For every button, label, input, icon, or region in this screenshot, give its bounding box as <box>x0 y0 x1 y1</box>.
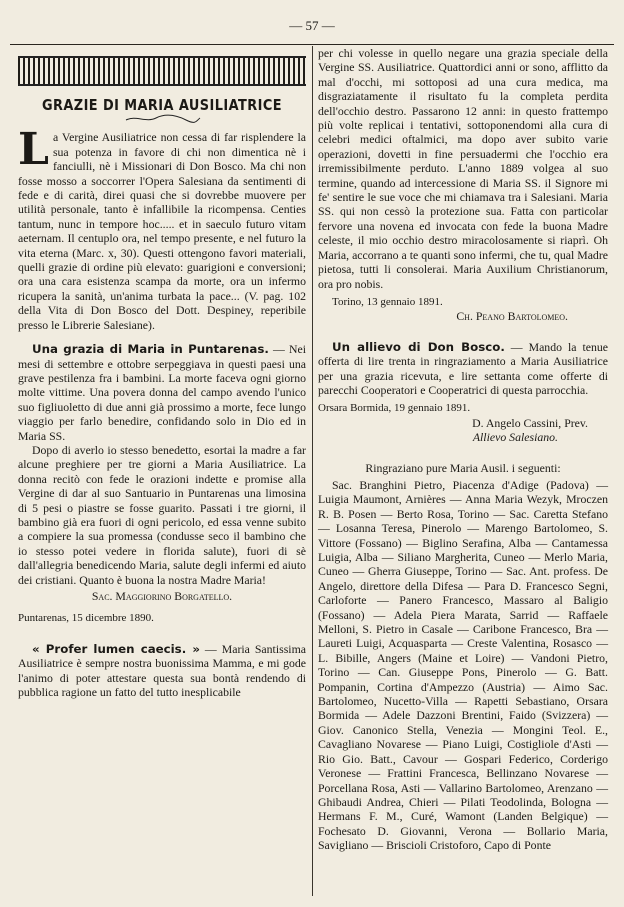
thanks-list: Sac. Branghini Pietro, Piacenza d'Adige (Padova) — Luigia Maumont, Arnières — Anna Maria Wezyk, Mroczen R. B. Posen — Berto Rosa, Torino — Sac. Caretta Stefano — Losanna Teresa, Pinerolo — Marengo Bartolomeo, S. Vittore (Fossano) — Biglino Serafina, Alba — Cantamessa Luigia, Alba — Siliano Margherita, Cuneo — Merlo Maria, Cuneo — Gherra Giuseppe, Torino — Sac. Ant. profess. De Angelo, direttore della Difesa — Para D. Francesco Segni, Carloforte — Panero Francesco, Massaro al Baligio (Fossano) — Adela Piera Marata, Sarrid — Raffaele Melloni, S. Pietro in Casale — Caribone Francesco, Bra — Laureti Luigi, Acquasparta — Creste Valentina, Rosasco — L. Bibille, Angers (Maine et Loire) — Vandoni Pietro, Torino — Can. Giuseppe Pons, Pinerolo — G. Batt. Pompanin, Cortina d'Ampezzo (Austria) — Aimo Sac. Bartolomeo, Nucetto-Villa — Rapetti Sebastiano, Orsara Bormida — Adele Dazzoni Brentini, Faido (Svizzera) — Giov. Canonico Stella, Venezia — Mongini Teol. E., Cavagliano Novarese — Piano Luigi, Costigliole d'Asti — Rio Gio. Batt., Cavour — Gospari Federico, Corderigo Veronese — Frattini Francesca, Bellinzano Novarese — Porcellana Rosa, Asti — Vallarino Bartolomeo, Arenzano — Ghibaudi Andrea, Chieri — Pilati Teodolinda, Bologna — Hermans F. M., Curé, Wamont (Landen Belgique) — Fochesato D. Giovanni, Verona — Bollario Maria, Savigliano — Briscioli Cristoforo, Capo di Ponte <box>318 477 608 853</box>
signature-cassini-role: Allievo Salesiano. <box>472 430 558 445</box>
profer-paragraph <box>18 642 306 700</box>
signature-cassini: D. Angelo Cassini, Prev. <box>472 415 588 430</box>
signature-borgatello: Sac. Maggiorino Borgatello. <box>91 589 233 603</box>
left-column <box>18 46 306 699</box>
profer-text: — Maria Santissima Ausiliatrice è sempre nostra buonissima Mamma, e mi gode l'animo di poter attestare questa sua bontà rendendo di pubblica ragione un fatto del tutto inesplicabile <box>18 641 306 700</box>
section-heading: GRAZIE DI MARIA AUSILIATRICE <box>41 96 282 114</box>
right-column <box>318 46 608 853</box>
puntarenas-paragraph-2: Dopo di averlo io stesso benedetto, esortai la madre a far alcune preghiere per tre giorni a Maria Ausiliatrice. La donna recitò con fede le orazioni indette e promise alla Vergine di dar al suo Santuario in Puntarenas una limosina di 5 pesi o piastre se fosse guarito. Passati i tre giorni, il bambino già era fuori di ogni pericolo, ed essa venne subito a compiere la sua promessa (condusse seco il bambino che io stesso potei vedere in florida salute), fuori di sè dall'allegria benedicendo Maria, salute degli infermi ed aiuto dei cristiani. Quanto è buona la nostra Madre Maria! <box>18 442 306 587</box>
column-rule <box>312 46 313 896</box>
continuation-paragraph: per chi volesse in quello negare una grazia speciale della Vergine SS. Ausiliatrice. Quattordici anni or sono, afflitto da mal d'occhi, mi sottoposi ad una cura medica, ma disgraziatamente il risultato fu la completa perdita dell'occhio destro. Passarono 12 anni: in questo frattempo più volte replicai i tentativi, sottoponendomi alla cura di celebri medici oftalmici, ma dopo aver subito varie operazioni, dovetti in fine persuadermi che l'occhio era irremissibilmente perduto. L'anno 1889 volgea al suo termine, quando ad intercessione di Maria SS. il Signore mi fe' sentire le sue voce che mi chiamava tra i Salesiani. Maria SS. qui non cessò la protezione sua. Fatta con particolar fervore una novena ed invocata con fede la buona Madre celeste, il mio occhio destro miracolosamente si riaprì. Oh Maria, accorrano a te quanti sono infermi, che tu, qual Madre pietosa, tutti li consolerai. Maria Auxilium Christianorum, ora pro nobis. <box>318 46 608 291</box>
ornament-band <box>18 56 306 86</box>
allievo-paragraph <box>318 340 608 398</box>
puntarenas-text-1: — Nei mesi di settembre e ottobre serpeggiava in questi paesi una grave pestilenza fra i bambini. La morte faceva ogni giorno molte vittime. Una povera donna del campo avendo l'unico suo figliuoletto di due anni già prossimo a morte, fece lungo viaggio per farlo benedire, confidando solo in Dio ed in Maria SS. <box>18 342 306 443</box>
drop-cap: L <box>18 124 49 176</box>
page-number: — 57 — <box>289 18 335 33</box>
spacer <box>318 324 608 340</box>
thanks-heading: Ringraziano pure Maria Ausil. i seguenti: <box>365 460 561 475</box>
spacer <box>18 332 306 342</box>
intro-text: a Vergine Ausiliatrice non cessa di far risplendere la sua potenza in favore di chi non dimentica nè i fanciulli, nè i Missionari di Don Bosco. Ma chi non fosse mosso a soccorrer l'Opera Salesiana da sentimenti di fede e di carità, direi quasi che si dovrebbe muovere per utilità personale, tanto è infallibile la ricompensa. Centies tantum, nunc in tempore hoc..... et in saeculo futuro vitam aeternam. Il centuplo ora, nel tempo presente, e nel futuro la vita eterna (Marc. x, 30). Questi ottengono favori materiali, quelli grazie di ordine più elevato: guarigioni e conversioni; ora una cara esistenza scampa da morte, ora un infermo ricupera la sanità, un'anima turbata la pace... (V. pag. 102 della Vita di Don Bosco del Dott. Despiney, reperibile presso le Librerie Salesiane). <box>18 130 306 332</box>
signature-peano: Ch. Peano Bartolomeo. <box>456 309 568 324</box>
profer-title: « Profer lumen caecis. » <box>32 641 200 656</box>
puntarenas-title: Una grazia di Maria in Puntarenas. <box>32 342 269 357</box>
allievo-text: — Mando la tenue offerta di lire trenta in ringraziamento a Maria Ausiliatrice per una grazia ricevuta, e lire settanta come offerte di parecchi Cooperatori e Cooperatrici di questa parrocchia. <box>318 339 608 397</box>
dateline-orsara: Orsara Bormida, 19 gennaio 1891. <box>318 402 471 415</box>
dateline-puntarenas: Puntarenas, 15 dicembre 1890. <box>18 612 154 625</box>
spacer <box>318 445 608 461</box>
intro-paragraph <box>18 124 306 332</box>
puntarenas-paragraph-1 <box>18 342 306 443</box>
flourish-ornament <box>122 114 202 124</box>
top-rule <box>10 44 614 45</box>
spacer <box>18 626 306 642</box>
allievo-title: Un allievo di Don Bosco. <box>332 339 505 354</box>
dateline-torino: Torino, 13 gennaio 1891. <box>332 295 443 308</box>
